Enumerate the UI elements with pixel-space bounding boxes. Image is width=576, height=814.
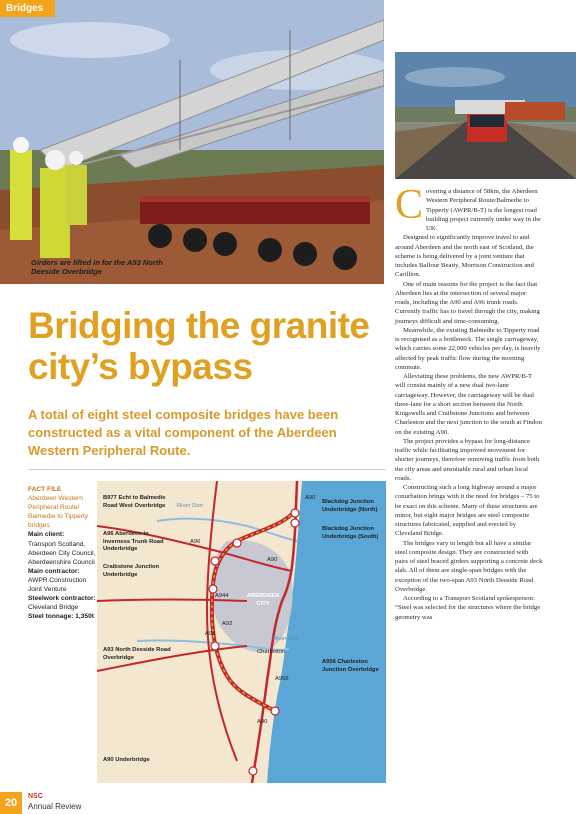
truck-photo [395,52,576,179]
article-paragraph: Alleviating these problems, the new AWPR/B-T will consist mainly of a new dual two-lane carriageway. However, the carriageway will be dual three-lane for a short section between the North Kingswells and Craibstone Junctions and between Charleston and the next junction to the south at Findon on the existing A90. [395,373,542,436]
map-label-b977: B977 Echt to Balmedie Road West Overbridge [103,495,166,509]
article-headline: Bridging the granite city’s bypass [28,305,370,387]
map-road-a96: A96 [190,539,201,545]
fact-file [28,485,96,621]
fact-file-contractor: AWPR Construction Joint Venture [28,576,87,594]
map-label-a93: A93 North Deeside Road Overbridge [103,647,171,661]
girder-lift-illustration [0,0,384,284]
map-road-a90-north: A90 [305,495,316,501]
article-standfirst: A total of eight steel composite bridges have been constructed as a vital component of the Aberdeen Western Peripheral Route. [28,407,339,458]
footer-publication: Annual Review [28,802,82,811]
map-road-a956: A956 [275,676,289,682]
map-label-river-dee: River Dee [273,636,299,642]
map-label-a90-under: A90 Underbridge [103,757,150,763]
map-road-a90-south: A90 [257,719,268,725]
fact-file-heading: FACT FILE [28,486,62,493]
map-road-a93: A93 [205,631,216,637]
truck-illustration [395,52,576,179]
fact-file-client: Transport Scotland, Aberdeen City Council, Aberdeenshire Council [28,540,96,566]
fact-file-client-label: Main client: [28,531,65,539]
article-paragraph: The project provides a bypass for long-distance traffic while facilitating improved movement for shorter journeys, therefore removing traffic from both the city areas and unsuitable rural and urban local roads. [395,437,540,482]
map-road-a944: A944 [215,593,229,599]
fact-file-steelwork: Cleveland Bridge [28,604,79,612]
footer-brand: NSC [28,793,43,800]
map-label-charleston: Charleston [257,649,286,655]
route-map [97,481,386,783]
drop-cap: C [395,182,424,228]
photo-caption: Girders are lifted in for the A93 North Deeside Overbridge [31,258,163,276]
girder-lift-photo [0,0,384,284]
article-paragraph-text: overing a distance of 58km, the Aberdeen Western Peripheral Route/Balmedie to Tipperty (AWPR/B-T) is the longest road building project currently under way in the UK. [426,188,541,232]
map-road-a90-city: A90 [267,557,278,563]
map-road-a92: A92 [222,621,233,627]
article-body [395,182,543,622]
article-paragraph: One of main reasons for the project is the fact that Aberdeen lies at the intersection of several major roads, including the A90 and A96 trunk roads. Currently traffic has to travel through the city, making journeys difficult and time-consuming. [395,280,540,325]
article-paragraph: Constructing such a long highway around a major conurbation brings with it the need for bridges – 75 to be exact on this scheme. Many of these structures are minor, but eight major bridges are steel composite structures fabricated, supplied and erected by Cleveland Bridge. [395,484,540,538]
fact-file-steelwork-label: Steelwork contractor: [28,595,96,603]
article-paragraph: The bridges vary in length but all have a similar steel composite design. They are constructed with pairs of steel braced girders supporting a concrete deck slab. All of them are single-span bridges with the exception of the two-span A93 North Deeside Road Overbridge. [395,539,543,593]
fact-file-tonnage: Steel tonnage: 1,350t [28,613,94,621]
map-label-craibstone: Craibstone Junction Underbridge [103,564,160,578]
article-paragraph: Designed to significantly improve travel to and around Aberdeen and the north east of Scotland, the scheme is being delivered by a joint venture that includes Balfour Beatty, Morrison Construction and Carillion. [395,234,534,279]
map-label-a956: A956 Charleston Junction Overbridge [322,659,379,673]
divider [28,469,386,470]
map-label-a96: A96 Aberdeen to Inverness Trunk Road Underbridge [103,531,164,553]
map-label-blackdog-south: Blackdog Junction Underbridge (South) [322,526,379,540]
article-paragraph [395,182,543,233]
section-tag: Bridges [0,0,55,17]
fact-file-project: Aberdeen Western Peripheral Route/ Balmedie to Tipperty bridges [28,495,89,530]
map-label-blackdog-north: Blackdog Junction Underbridge (North) [322,499,378,513]
map-label-river-don: River Don [177,503,203,509]
article-paragraph: Meanwhile, the existing Balmedie to Tipperty road is recognised as a bottleneck. The single carriageway, which carries some 22,000 vehicles per day, is heavily affected by peak traffic flow during the morning commute. [395,326,541,371]
map-label-aberdeen: ABERDEEN CITY [246,593,280,607]
page-number: 20 [0,792,22,814]
fact-file-contractor-label: Main contractor: [28,567,80,575]
article-paragraph: According to a Transport Scotland spokesperson: “Steel was selected for the structures where the bridge geometry was [395,595,541,621]
